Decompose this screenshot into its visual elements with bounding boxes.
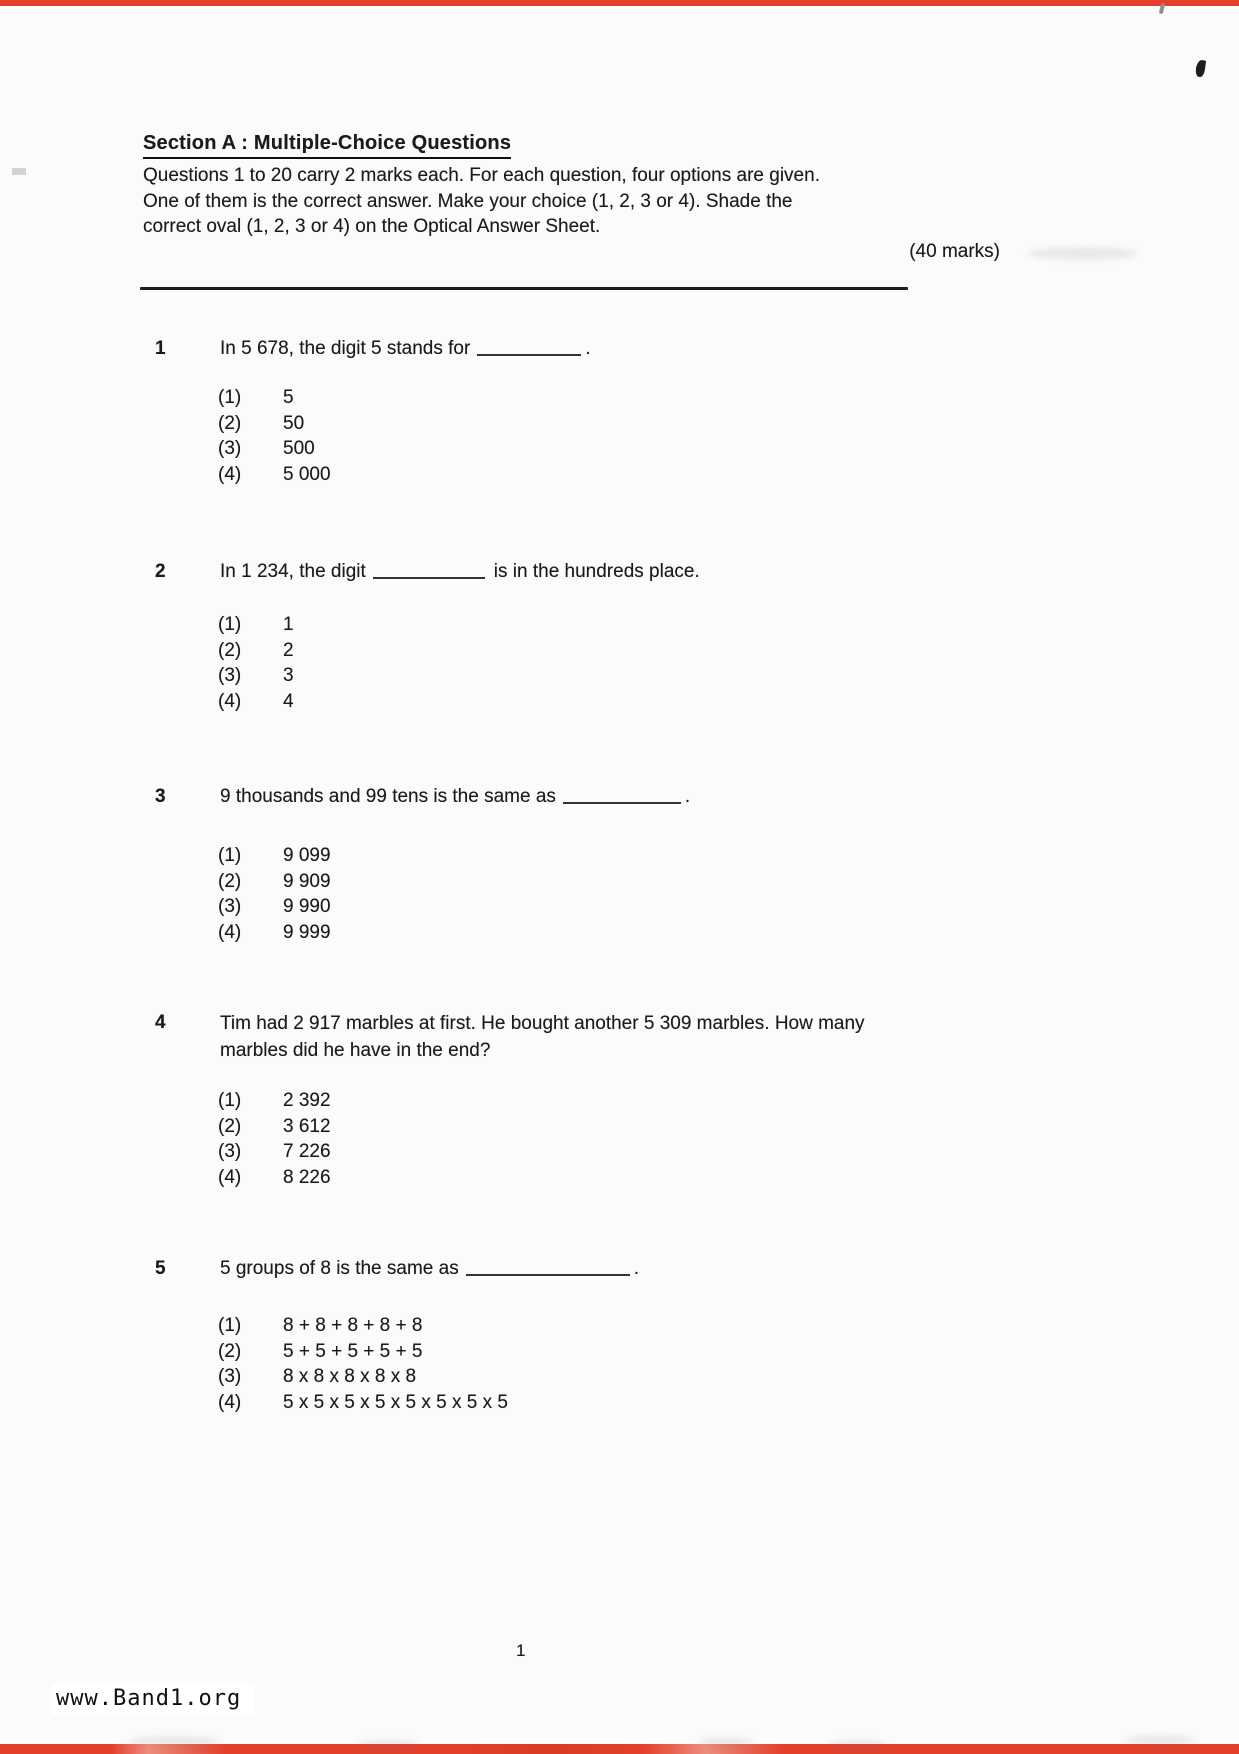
instructions-line: correct oval (1, 2, 3 or 4) on the Optical Answer Sheet. [143, 216, 601, 237]
option-value: 1 [283, 614, 294, 635]
option-value: 9 990 [283, 896, 331, 918]
option-label: (2) [218, 412, 242, 434]
question-text [220, 336, 920, 362]
option-value: 3 612 [283, 1115, 331, 1137]
scan-smudge [12, 168, 26, 175]
option-value: 5 [283, 387, 294, 408]
option-row [218, 1390, 920, 1416]
question-text [220, 1256, 920, 1282]
option-row [218, 920, 920, 946]
option-value: 8 226 [283, 1166, 331, 1188]
question-number: 1 [155, 338, 166, 359]
options-list [218, 843, 920, 945]
question-number: 2 [155, 561, 166, 582]
option-row [218, 869, 920, 895]
option-row [218, 663, 920, 689]
option-value: 2 392 [283, 1090, 331, 1111]
option-value: 8 x 8 x 8 x 8 x 8 [283, 1366, 417, 1388]
question-text-pre: 9 thousands and 99 tens is the same as [220, 786, 556, 807]
option-label: (4) [218, 1166, 242, 1188]
option-row [218, 1313, 920, 1339]
question-text-post: . [684, 786, 691, 807]
option-label: (1) [218, 1090, 242, 1111]
option-value: 500 [283, 438, 315, 460]
answer-blank [373, 562, 485, 579]
instructions-paragraph [143, 163, 938, 240]
question-text [220, 784, 920, 810]
question-2 [155, 559, 920, 714]
question-text-pre: In 5 678, the digit 5 stands for [220, 338, 471, 359]
option-row [218, 1339, 920, 1365]
option-row [218, 638, 920, 664]
question-text-post: . [633, 1258, 639, 1279]
answer-blank [466, 1259, 630, 1276]
options-list [218, 1088, 920, 1190]
horizontal-rule [140, 287, 908, 290]
question-text [220, 559, 920, 585]
question-text [220, 1010, 920, 1064]
option-label: (4) [218, 1391, 242, 1413]
answer-blank [563, 787, 681, 804]
section-title: Section A : Multiple-Choice Questions [143, 132, 511, 159]
question-number: 3 [155, 786, 166, 807]
option-label: (2) [218, 1340, 242, 1362]
option-value: 9 099 [283, 845, 331, 866]
scan-smudge [828, 1740, 888, 1749]
question-5 [155, 1256, 920, 1415]
marks-note: (40 marks) [909, 241, 1000, 262]
option-label: (1) [218, 1315, 242, 1336]
option-label: (2) [218, 870, 242, 892]
option-row [218, 385, 920, 411]
question-number: 4 [155, 1012, 166, 1033]
option-row [218, 1165, 920, 1191]
option-value: 8 + 8 + 8 + 8 + 8 [283, 1315, 423, 1336]
question-text-body: Tim had 2 917 marbles at first. He bought another 5 309 marbles. How many marbles did he have in the end? [220, 1013, 865, 1061]
option-row [218, 462, 920, 488]
option-value: 2 [283, 639, 294, 661]
option-value: 5 000 [283, 463, 331, 485]
option-row [218, 1364, 920, 1390]
option-row [218, 436, 920, 462]
question-3 [155, 784, 920, 945]
option-value: 50 [283, 412, 305, 434]
option-label: (4) [218, 463, 242, 485]
options-list [218, 1313, 920, 1415]
options-list [218, 612, 920, 714]
question-text-post: is in the hundreds place. [493, 561, 700, 582]
option-row [218, 689, 920, 715]
option-row [218, 411, 920, 437]
option-label: (3) [218, 665, 242, 687]
scan-smudge [1028, 247, 1138, 260]
scan-smudge [698, 1737, 753, 1746]
option-label: (2) [218, 639, 242, 661]
question-4 [155, 1010, 920, 1190]
scan-speck [1159, 3, 1166, 15]
option-label: (3) [218, 1366, 242, 1388]
option-row [218, 843, 920, 869]
option-row [218, 1088, 920, 1114]
scan-speck [1195, 59, 1206, 77]
option-value: 9 909 [283, 870, 331, 892]
option-value: 9 999 [283, 921, 331, 943]
option-value: 5 x 5 x 5 x 5 x 5 x 5 x 5 x 5 [283, 1391, 508, 1413]
option-row [218, 894, 920, 920]
question-text-post: . [585, 338, 591, 359]
scan-smudge [358, 1740, 418, 1749]
option-value: 4 [283, 690, 294, 712]
option-label: (1) [218, 387, 242, 408]
question-text-pre: 5 groups of 8 is the same as [220, 1258, 459, 1279]
page-number: 1 [516, 1641, 526, 1660]
option-label: (3) [218, 896, 242, 918]
option-label: (4) [218, 921, 242, 943]
option-row [218, 1139, 920, 1165]
scan-smudge [1125, 1735, 1195, 1745]
watermark: www.Band1.org [52, 1684, 255, 1715]
option-label: (4) [218, 690, 242, 712]
option-row [218, 612, 920, 638]
question-number: 5 [155, 1258, 166, 1279]
option-label: (1) [218, 614, 242, 635]
option-label: (1) [218, 845, 242, 866]
options-list [218, 385, 920, 487]
question-1 [155, 336, 920, 487]
option-label: (2) [218, 1115, 242, 1137]
instructions-line: Questions 1 to 20 carry 2 marks each. For each question, four options are given. [143, 165, 820, 186]
answer-blank [477, 339, 581, 356]
option-row [218, 1114, 920, 1140]
instructions-line: One of them is the correct answer. Make your choice (1, 2, 3 or 4). Shade the [143, 190, 793, 212]
question-text-pre: In 1 234, the digit [220, 561, 366, 582]
option-label: (3) [218, 1141, 242, 1163]
option-value: 3 [283, 665, 294, 687]
scan-smudge [130, 1736, 220, 1746]
option-value: 7 226 [283, 1141, 331, 1163]
option-label: (3) [218, 438, 242, 460]
option-value: 5 + 5 + 5 + 5 + 5 [283, 1340, 423, 1362]
